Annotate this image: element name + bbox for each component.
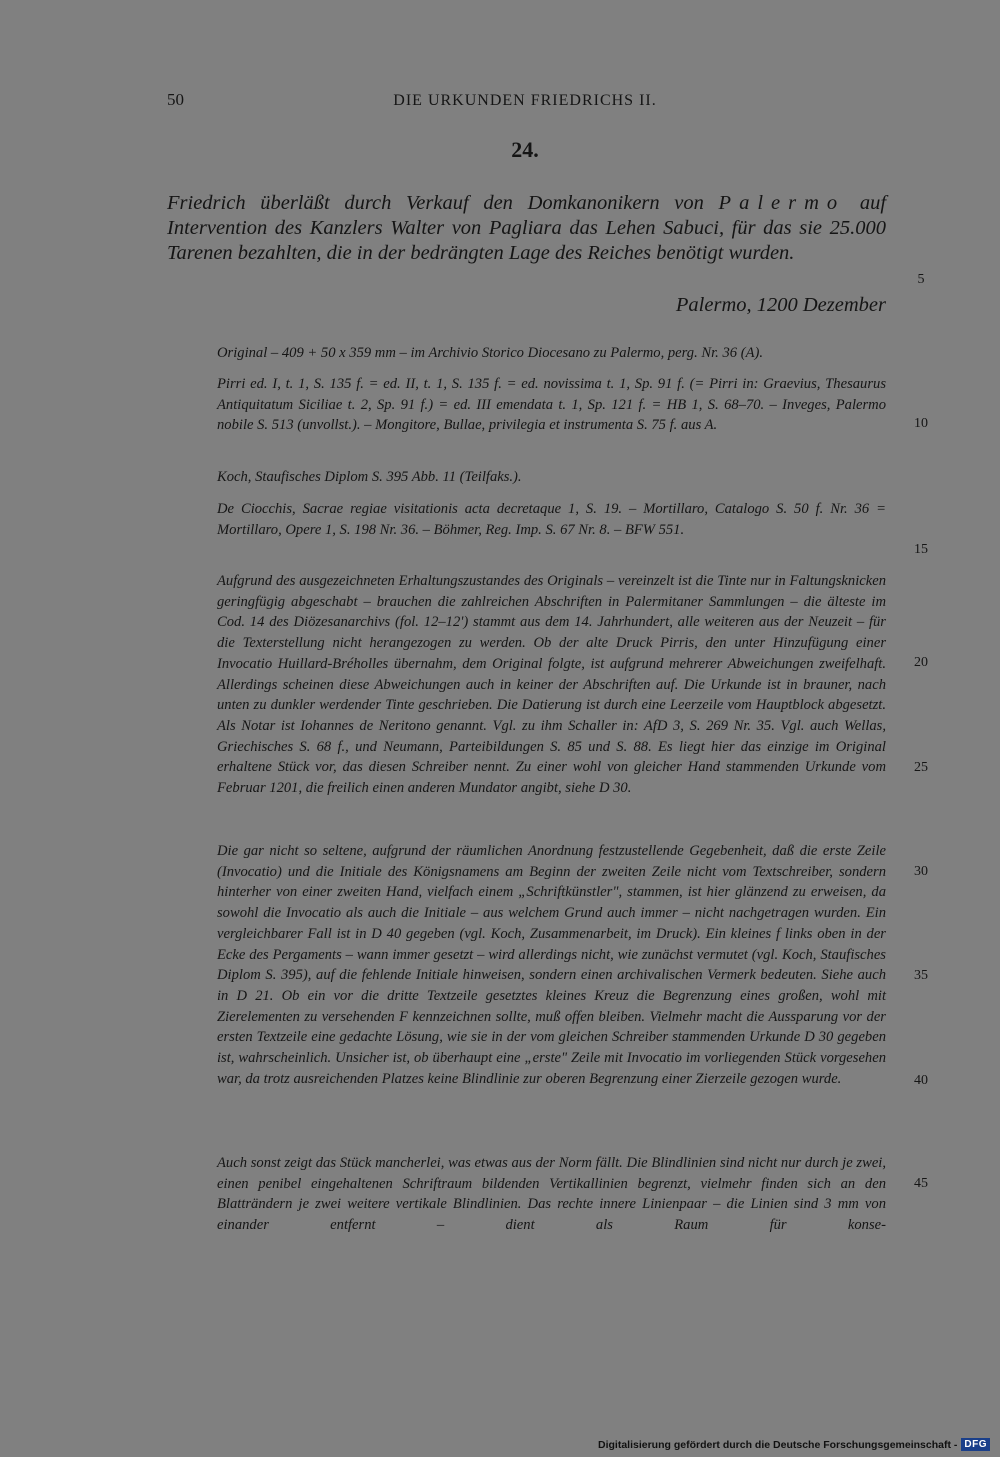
commentary-paragraph-1: Aufgrund des ausgezeichneten Erhaltungszustandes des Originals – vereinzelt ist die Tinte nur in Faltungsknicken geringfügig abgeschabt – brauchen die zahlreichen Abschriften in Palermitaner Sammlungen – die älteste im Cod. 14 des Diözesanarchivs (fol. 12–12') stammt aus dem 14. Jahrhundert, alle weiteren aus der Neuzeit – für die Texterstellung nicht herangezogen zu werden. Ob der alte Druck Pirris, den unter Hinzufügung einer Invocatio Huillard-Bréholles übernahm, dem Original folgte, ist aufgrund mehrerer Abweichungen zweifelhaft. Allerdings scheinen diese Abweichungen auch in keiner der Abschriften auf. Die Urkunde ist in brauner, nach unten zu dunkler werdender Tinte geschrieben. Die Datierung ist durch eine Leerzeile vom Hauptblock abgesetzt. Als Notar ist Iohannes de Neritono genannt. Vgl. zu ihm Schaller in: AfD 3, S. 269 Nr. 35. Vgl. auch Wellas, Griechisches S. 68 f., und Neumann, Parteibildungen S. 85 und S. 88. Es liegt hier das einzige im Original erhaltene Stück vor, das diesen Schreiber nennt. Zu einer wohl von gleicher Hand stammenden Urkunde vom Februar 1201, die freilich einen anderen Mundator angibt, siehe D 30. [217, 573, 886, 797]
running-title: DIE URKUNDEN FRIEDRICHS II. [393, 92, 657, 109]
line-number: 45 [914, 1176, 928, 1191]
line-number: 10 [914, 416, 928, 431]
line-number: 35 [914, 968, 928, 983]
digitization-credit: Digitalisierung gefördert durch die Deutsche Forschungsgemeinschaft - [598, 1438, 958, 1451]
page-number: 50 [167, 90, 184, 109]
line-number: 20 [914, 655, 928, 670]
line-number: 40 [914, 1073, 928, 1088]
line-number: 5 [917, 272, 925, 287]
line-number: 15 [914, 542, 928, 557]
dfg-footer [598, 1438, 990, 1451]
dating: Palermo, 1200 Dezember [675, 294, 886, 316]
facsimile-reference: Koch, Staufisches Diplom S. 395 Abb. 11 (Teilfaks.). [217, 469, 522, 485]
dfg-logo: DFG [961, 1438, 990, 1451]
regest-intro: Friedrich überläßt durch Verkauf den Domkanonikern von [167, 192, 704, 214]
commentary-paragraph-2: Die gar nicht so seltene, aufgrund der räumlichen Anordnung festzustellende Gegebenheit, daß die erste Zeile (Invocatio) und die Initiale des Königsnamens am Beginn der zweiten Zeile nicht vom Textschreiber, sondern hinterher von einer zweiten Hand, vielfach einem „Schriftkünstler", stammen, ist hier glänzend zu erweisen, da sowohl die Invocatio als auch die Initiale – aus welchem Grund auch immer – nicht nachgetragen wurden. Ein vergleichbarer Fall ist in D 40 gegeben (vgl. Koch, Zusammenarbeit, im Druck). Ein kleines f links oben in der Ecke des Pergaments – wann immer gesetzt – wird allerdings nicht, wie zunächst vermutet (vgl. Koch, Staufisches Diplom S. 395), auf die fehlende Initiale hinweisen, sondern einen archivalischen Vermerk bedeuten. Siehe auch in D 21. Ob ein vor die dritte Textzeile gesetztes kleines Kreuz die Begrenzung eines großen, wohl mit Zierelementen zu versehenden F kennzeichnen sollte, muß offen bleiben. Vielmehr macht die Aussparung vor der ersten Textzeile eine gedachte Lösung, wie sie in der vom gleichen Schreiber stammenden Urkunde D 30 gegeben ist, wahrscheinlich. Unsicher ist, ob überhaupt eine „erste" Zeile mit Invocatio im vorliegenden Stück vorgesehen war, da trotz ausreichenden Platzes keine Blindlinie zur oberen Begrenzung einer Zierzeile gezogen wurde. [217, 843, 886, 1087]
document-number: 24. [511, 137, 539, 162]
regest-place: Palermo [718, 192, 846, 214]
line-number: 25 [914, 760, 928, 775]
original-description: Original – 409 + 50 x 359 mm – im Archivio Storico Diocesano zu Palermo, perg. Nr. 36 (A). [217, 345, 763, 361]
regesta-list: De Ciocchis, Sacrae regiae visitationis acta decretaque 1, S. 19. – Mortillaro, Catalogo S. 50 f. Nr. 36 = Mortillaro, Opere 1, S. 198 Nr. 36. – Böhmer, Reg. Imp. S. 67 Nr. 8. – BFW 551. [217, 501, 886, 538]
editions-list: Pirri ed. I, t. 1, S. 135 f. = ed. II, t. 1, S. 135 f. = ed. novissima t. 1, Sp. 91 f. (= Pirri in: Graevius, Thesaurus Antiquitatum Siciliae t. 2, Sp. 91 f.) = ed. III emendata t. 1, Sp. 121 f. = HB 1, S. 68–70. – Inveges, Palermo nobile S. 513 (unvollst.). – Mongitore, Bullae, privilegia et instrumenta S. 75 f. aus A. [217, 376, 886, 434]
regest [167, 191, 886, 266]
line-number: 30 [914, 864, 928, 879]
regest-rest: auf Intervention des Kanzlers Walter von Pagliara das Lehen Sabuci, für das sie 25.000 Tarenen bezahlten, die in der bedrängten Lage des Reiches benötigt wurden. [167, 192, 887, 264]
commentary-paragraph-3: Auch sonst zeigt das Stück mancherlei, was etwas aus der Norm fällt. Die Blindlinien sind nicht nur durch je zwei, einen penibel eingehaltenen Schriftraum bildenden Vertikallinien begrenzt, vielmehr finden sich an den Blatträndern je zwei weitere vertikale Blindlinien. Das rechte innere Linienpaar – die Linien sind 3 mm von einander entfernt – dient als Raum für konse- [217, 1155, 886, 1234]
